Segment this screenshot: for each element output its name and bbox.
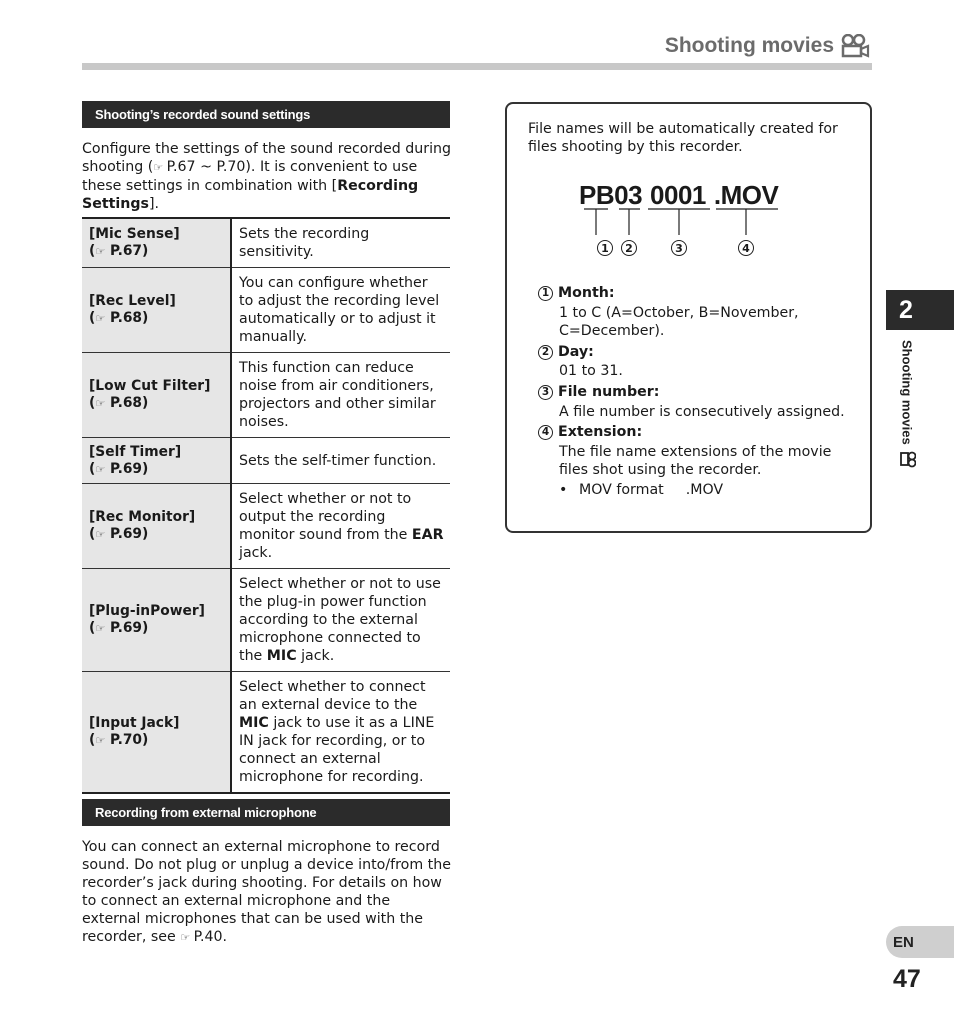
reference-hand-icon: ☞ [95,734,106,747]
setting-key: [Mic Sense] (☞ P.67) [82,218,231,268]
setting-desc: This function can reduce noise from air conditioners, projectors and other similar noises. [239,360,436,430]
setting-desc: Sets the recording sensitivity. [239,226,370,260]
filename-part-number: 0001 [650,180,706,210]
setting-desc: You can configure whether to adjust the recording level automatically or to adjust it manually. [239,275,440,345]
setting-key: [Self Timer] (☞ P.69) [82,438,231,484]
reference-hand-icon: ☞ [95,462,106,476]
setting-key: [Input Jack] (☞ P.70) [82,672,231,794]
setting-desc: Sets the self-timer function. [239,452,437,469]
def-title: 3 File number: [538,383,848,401]
setting-key: [Rec Monitor] (☞ P.69) [82,484,231,569]
table-row [82,484,450,569]
reference-hand-icon: ☞ [153,161,167,174]
def-title: 1 Month: [538,284,848,302]
marker-4: 4 [738,240,754,256]
def-title: 2 Day: [538,343,848,361]
section-heading-external-mic: Recording from external microphone [82,799,450,826]
side-section-label: Shooting movies [898,340,916,471]
setting-key: [Plug-inPower] (☞ P.69) [82,569,231,672]
reference-hand-icon: ☞ [180,931,194,944]
table-row [82,218,450,268]
table-row [82,353,450,438]
external-mic-body: You can connect an external microphone to record sound. Do not plug or unplug a device into/from the recorder’s jack during shooting. For details on how to connect an external microphone and the external microphones that can be used with the recorder, see ☞ P.40. [82,839,451,945]
movie-camera-icon [898,449,916,471]
movie-camera-icon [840,34,870,58]
reference-hand-icon: ☞ [95,397,106,410]
def-desc: The file name extensions of the movie files shot using the recorder. [559,444,832,478]
chapter-tab: 2 [886,290,954,330]
table-row [82,438,450,484]
table-row [82,268,450,353]
language-tab: EN [886,926,954,958]
reference-hand-icon: ☞ [95,245,106,258]
def-title: 4 Extension: [538,423,848,441]
setting-desc: Select whether to connect an external device to the MIC jack to use it as a LINE IN jack for recording, or to connect an external microphone for recording. [239,679,435,785]
setting-key: [Low Cut Filter] (☞ P.68) [82,353,231,438]
setting-desc: Select whether or not to output the recording monitor sound from the EAR jack. [239,491,444,561]
marker-1: 1 [597,240,613,256]
reference-hand-icon: ☞ [95,528,106,541]
mov-format-bullet: • MOV format .MOV [559,482,724,498]
table-row [82,569,450,672]
reference-hand-icon: ☞ [95,622,106,635]
filename-part-prefix: PB03 [579,180,643,210]
filename-part-extension: .MOV [713,180,779,210]
setting-key: [Rec Level] (☞ P.68) [82,268,231,353]
reference-hand-icon: ☞ [95,312,106,325]
marker-2: 2 [621,240,637,256]
def-desc: A file number is consecutively assigned. [559,404,845,420]
table-row [82,672,450,794]
header-rule [82,63,872,70]
filename-definitions [538,284,848,499]
settings-table [82,217,450,794]
page-header-title: Shooting movies [665,34,870,58]
filename-bracket-lines [580,206,790,246]
section-heading-sound-settings: Shooting’s recorded sound settings [82,101,450,128]
setting-desc: Select whether or not to use the plug-in power function according to the external microphone connected to the MIC jack. [239,576,441,664]
def-desc: 1 to C (A=October, B=November, C=December). [559,305,799,339]
filename-intro: File names will be automatically created for files shooting by this recorder. [528,121,838,155]
def-desc: 01 to 31. [559,363,623,379]
page-number: 47 [893,965,921,993]
section-intro: Configure the settings of the sound recorded during shooting (☞ P.67 ~ P.70). It is convenient to use these settings in combination with [Recording Settings]. [82,141,452,212]
marker-3: 3 [671,240,687,256]
